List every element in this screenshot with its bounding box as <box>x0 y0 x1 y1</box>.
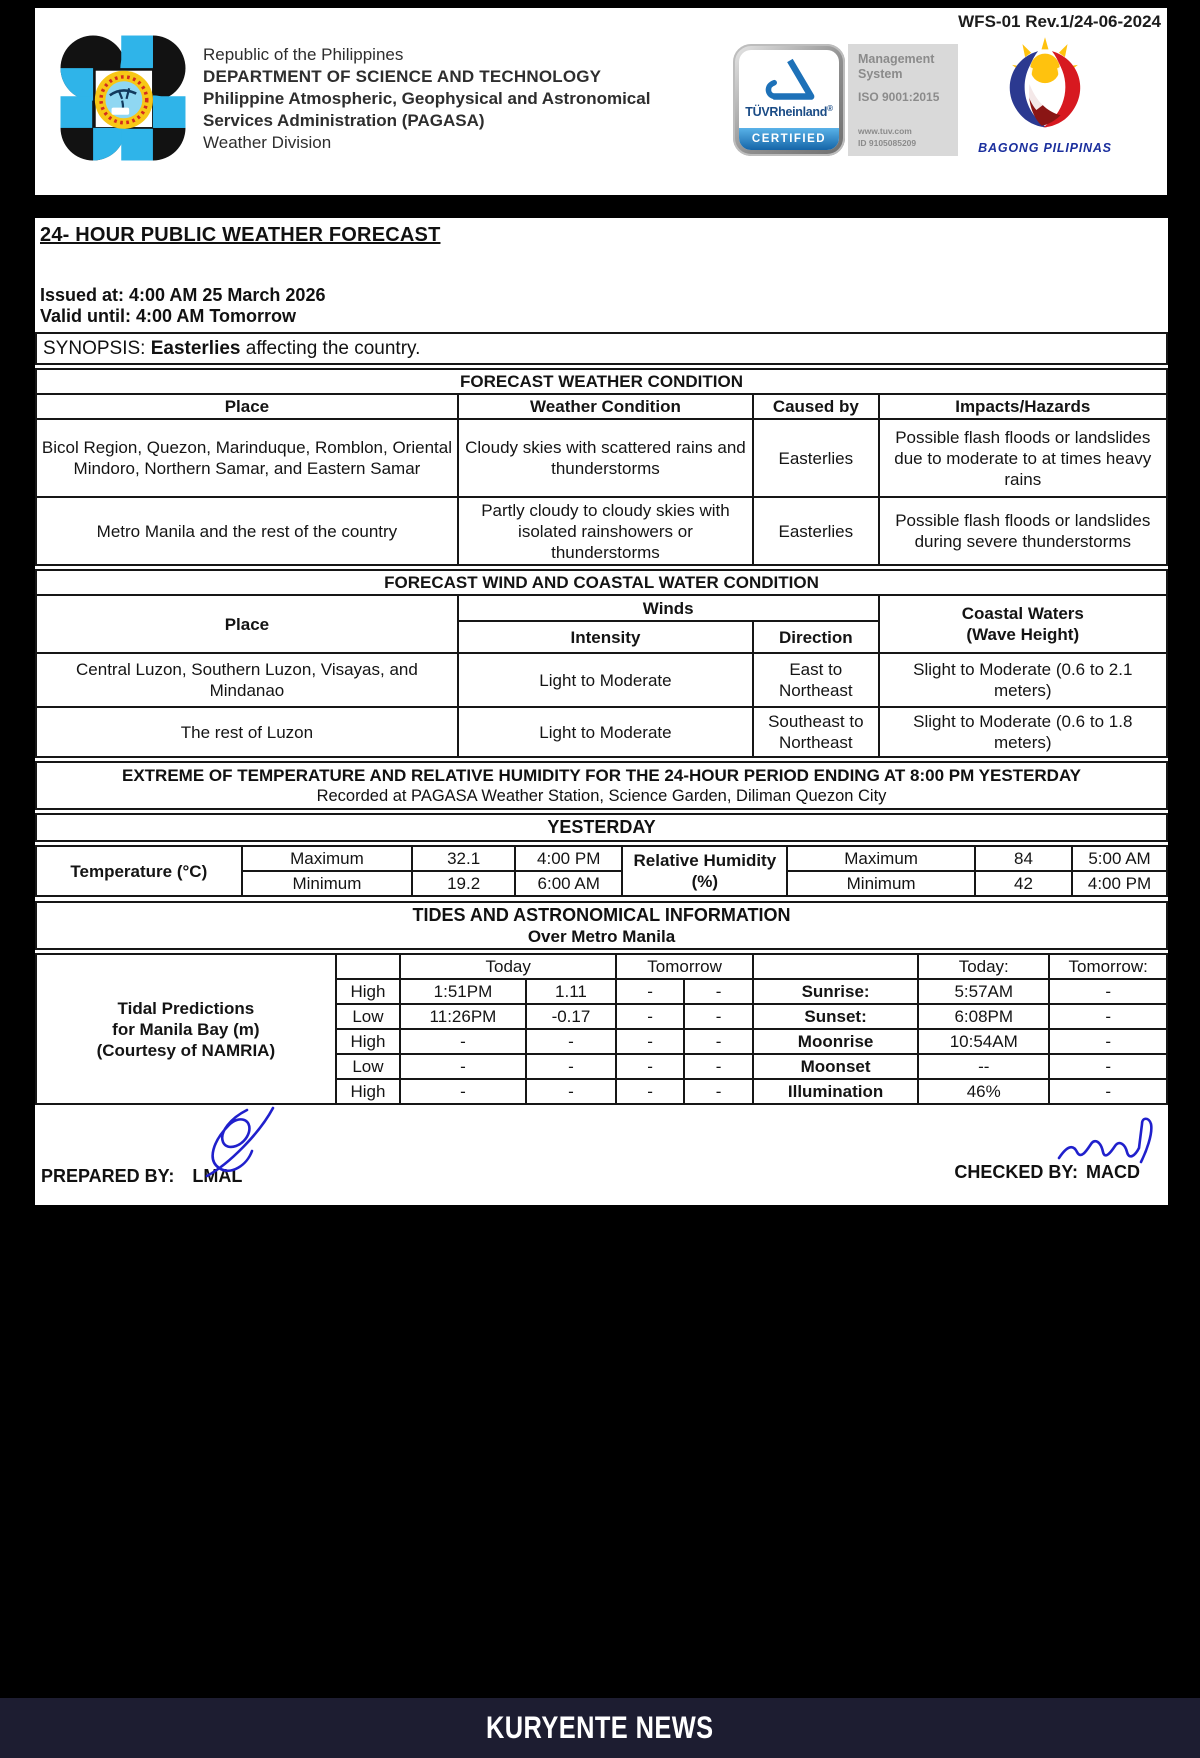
kuryente-news-banner <box>0 1698 1200 1758</box>
form-code: WFS-01 Rev.1/24-06-2024 <box>958 12 1161 31</box>
column-header-direction: Direction <box>753 621 879 653</box>
tide-tomorrow-time: - <box>616 1029 684 1054</box>
caused-by-cell: Easterlies <box>753 497 879 565</box>
direction-cell: Southeast to Northeast <box>753 707 879 757</box>
impacts-cell: Possible flash floods or landslides during severe thunderstorms <box>879 497 1167 565</box>
checked-by <box>954 1162 1140 1183</box>
tide-type: Low <box>336 1004 400 1029</box>
astro-tomorrow-value: - <box>1049 1004 1167 1029</box>
tide-today-height: - <box>526 1054 616 1079</box>
tide-today-height: 1.11 <box>526 979 616 1004</box>
bagong-pilipinas-label: BAGONG PILIPINAS <box>978 141 1112 155</box>
tide-today-time: 1:51PM <box>400 979 526 1004</box>
empty-cell <box>336 954 400 979</box>
forecast-row <box>36 497 1167 565</box>
column-header-place: Place <box>36 394 458 419</box>
tuv-certified-band: CERTIFIED <box>739 128 839 150</box>
checked-signature-icon <box>1053 1110 1158 1168</box>
extremes-heading-box <box>35 761 1168 810</box>
column-header-intensity: Intensity <box>458 621 753 653</box>
tide-today-time: - <box>400 1029 526 1054</box>
astro-label: Moonset <box>753 1054 918 1079</box>
astro-tomorrow-value: - <box>1049 1029 1167 1054</box>
astro-today-value: 6:08PM <box>918 1004 1049 1029</box>
org-line: Weather Division <box>203 133 332 152</box>
astro-today-value: 46% <box>918 1079 1049 1104</box>
org-line: DEPARTMENT OF SCIENCE AND TECHNOLOGY <box>203 67 602 86</box>
column-header-coastal-waters <box>879 595 1167 653</box>
tide-type: Low <box>336 1054 400 1079</box>
coastal-header-line: Coastal Waters <box>961 604 1084 623</box>
astro-tomorrow-value: - <box>1049 979 1167 1004</box>
org-line: Services Administration (PAGASA) <box>203 111 485 130</box>
coastal-header-line: (Wave Height) <box>966 625 1080 644</box>
tides-table <box>35 953 1168 1105</box>
tuv-iso-label: ISO 9001:2015 <box>858 90 940 104</box>
forecast-weather-title: FORECAST WEATHER CONDITION <box>36 369 1167 394</box>
synopsis-box <box>35 332 1168 365</box>
humidity-max-time: 5:00 AM <box>1072 846 1167 871</box>
issued-at: Issued at: 4:00 AM 25 March 2026 <box>40 285 326 305</box>
humidity-min-value: 42 <box>975 871 1072 896</box>
tuv-brand-text: TÜVRheinland <box>745 105 828 120</box>
temperature-label: Temperature (°C) <box>36 846 242 896</box>
yesterday-label: YESTERDAY <box>35 813 1168 842</box>
extremes-subheading: Recorded at PAGASA Weather Station, Science Garden, Diliman Quezon City <box>316 787 887 805</box>
tuv-certification-badge <box>733 44 845 156</box>
temp-max-time: 4:00 PM <box>515 846 622 871</box>
tide-tomorrow-height: - <box>684 979 753 1004</box>
tide-label-line: for Manila Bay (m) <box>112 1019 260 1039</box>
org-line: Philippine Atmospheric, Geophysical and Astronomical <box>203 89 651 108</box>
tides-title-box <box>35 901 1168 950</box>
prepared-by-name: LMAL <box>192 1166 243 1186</box>
document-title: 24- HOUR PUBLIC WEATHER FORECAST <box>40 224 441 246</box>
wind-coastal-table <box>35 569 1168 758</box>
temperature-humidity-table <box>35 845 1168 897</box>
astro-today-value: 5:57AM <box>918 979 1049 1004</box>
tide-type: High <box>336 1079 400 1104</box>
tide-tomorrow-time: - <box>616 1079 684 1104</box>
astro-label: Sunrise: <box>753 979 918 1004</box>
direction-cell: East to Northeast <box>753 653 879 707</box>
caused-by-cell: Easterlies <box>753 419 879 497</box>
column-header-place: Place <box>36 595 458 653</box>
column-header-tomorrow: Tomorrow <box>616 954 753 979</box>
condition-cell: Partly cloudy to cloudy skies with isolated rainshowers or thunderstorms <box>458 497 753 565</box>
tide-today-time: - <box>400 1054 526 1079</box>
prepared-signature-icon <box>189 1102 289 1184</box>
place-cell: Central Luzon, Southern Luzon, Visayas, and Mindanao <box>36 653 458 707</box>
waves-cell: Slight to Moderate (0.6 to 1.8 meters) <box>879 707 1167 757</box>
tidal-predictions-label <box>36 954 336 1104</box>
tide-label-line: (Courtesy of NAMRIA) <box>96 1040 276 1060</box>
wind-row <box>36 707 1167 757</box>
humidity-max-value: 84 <box>975 846 1072 871</box>
checked-by-name: MACD <box>1086 1162 1140 1182</box>
condition-cell: Cloudy skies with scattered rains and thunderstorms <box>458 419 753 497</box>
impacts-cell: Possible flash floods or landslides due to moderate to at times heavy rains <box>879 419 1167 497</box>
wind-coastal-title: FORECAST WIND AND COASTAL WATER CONDITION <box>36 570 1167 595</box>
astro-label: Sunset: <box>753 1004 918 1029</box>
tide-today-height: -0.17 <box>526 1004 616 1029</box>
temp-max-value: 32.1 <box>412 846 515 871</box>
checked-by-label: CHECKED BY: <box>954 1162 1078 1182</box>
column-header-today: Today <box>400 954 616 979</box>
tuv-url: www.tuv.com <box>858 126 912 136</box>
dost-pagasa-logo-icon <box>57 32 189 164</box>
tide-tomorrow-height: - <box>684 1029 753 1054</box>
tide-today-height: - <box>526 1079 616 1104</box>
tide-type: High <box>336 979 400 1004</box>
tuv-brand <box>739 104 839 119</box>
letterhead <box>35 8 1167 195</box>
extremes-heading: EXTREME OF TEMPERATURE AND RELATIVE HUMIDITY FOR THE 24-HOUR PERIOD ENDING AT 8:00 PM YESTERDAY <box>121 766 1082 785</box>
empty-cell <box>753 954 918 979</box>
tuv-id: ID 9105085209 <box>858 138 917 148</box>
bagong-pilipinas-logo <box>975 30 1115 175</box>
tuv-panel-line: System <box>858 67 903 81</box>
column-header-impacts: Impacts/Hazards <box>879 394 1167 419</box>
synopsis-keyword: Easterlies <box>150 338 241 359</box>
tide-tomorrow-time: - <box>616 1004 684 1029</box>
temp-min-time: 6:00 AM <box>515 871 622 896</box>
org-line: Republic of the Philippines <box>203 45 404 64</box>
column-header-astro-today: Today: <box>918 954 1049 979</box>
tide-tomorrow-height: - <box>684 1079 753 1104</box>
synopsis-text: affecting the country. <box>240 338 421 359</box>
waves-cell: Slight to Moderate (0.6 to 2.1 meters) <box>879 653 1167 707</box>
tide-today-height: - <box>526 1029 616 1054</box>
astro-label: Moonrise <box>753 1029 918 1054</box>
humidity-min-time: 4:00 PM <box>1072 871 1167 896</box>
column-header-condition: Weather Condition <box>458 394 753 419</box>
intensity-cell: Light to Moderate <box>458 653 753 707</box>
intensity-cell: Light to Moderate <box>458 707 753 757</box>
column-header-winds: Winds <box>458 595 879 621</box>
astro-tomorrow-value: - <box>1049 1079 1167 1104</box>
forecast-weather-table <box>35 368 1168 566</box>
tide-tomorrow-height: - <box>684 1004 753 1029</box>
astro-label: Illumination <box>753 1079 918 1104</box>
tides-title: TIDES AND ASTRONOMICAL INFORMATION <box>412 905 791 925</box>
astro-today-value: 10:54AM <box>918 1029 1049 1054</box>
place-cell: The rest of Luzon <box>36 707 458 757</box>
astro-tomorrow-value: - <box>1049 1054 1167 1079</box>
wind-row <box>36 653 1167 707</box>
tide-tomorrow-time: - <box>616 979 684 1004</box>
forecast-row <box>36 419 1167 497</box>
tide-label-line: Tidal Predictions <box>117 998 255 1018</box>
valid-until: Valid until: 4:00 AM Tomorrow <box>40 306 297 326</box>
banner-text: KURYENTE NEWS <box>486 1709 714 1746</box>
synopsis-label: SYNOPSIS: <box>43 338 151 359</box>
place-cell: Bicol Region, Quezon, Marinduque, Romblon, Oriental Mindoro, Northern Samar, and Eastern Samar <box>36 419 458 497</box>
column-header-astro-tomorrow: Tomorrow: <box>1049 954 1167 979</box>
humidity-min-label: Minimum <box>787 871 975 896</box>
temp-min-value: 19.2 <box>412 871 515 896</box>
prepared-by <box>41 1166 242 1187</box>
column-header-caused-by: Caused by <box>753 394 879 419</box>
humidity-label: Relative Humidity (%) <box>622 846 787 896</box>
tide-type: High <box>336 1029 400 1054</box>
humidity-max-label: Maximum <box>787 846 975 871</box>
tides-subtitle: Over Metro Manila <box>527 927 676 946</box>
bagong-pilipinas-icon <box>993 30 1097 138</box>
tuv-triangle-icon <box>761 55 817 103</box>
tide-today-time: 11:26PM <box>400 1004 526 1029</box>
prepared-by-label: PREPARED BY: <box>41 1166 175 1186</box>
temp-max-label: Maximum <box>242 846 413 871</box>
forecast-document <box>35 218 1168 1205</box>
tide-tomorrow-height: - <box>684 1054 753 1079</box>
agency-name-block <box>203 44 650 154</box>
place-cell: Metro Manila and the rest of the country <box>36 497 458 565</box>
tuv-info-panel <box>848 44 958 156</box>
temp-min-label: Minimum <box>242 871 413 896</box>
tide-today-time: - <box>400 1079 526 1104</box>
tide-tomorrow-time: - <box>616 1054 684 1079</box>
tuv-badge-inner <box>739 50 839 150</box>
tuv-panel-line: Management <box>858 52 935 66</box>
registered-mark: ® <box>827 104 833 113</box>
astro-today-value: -- <box>918 1054 1049 1079</box>
